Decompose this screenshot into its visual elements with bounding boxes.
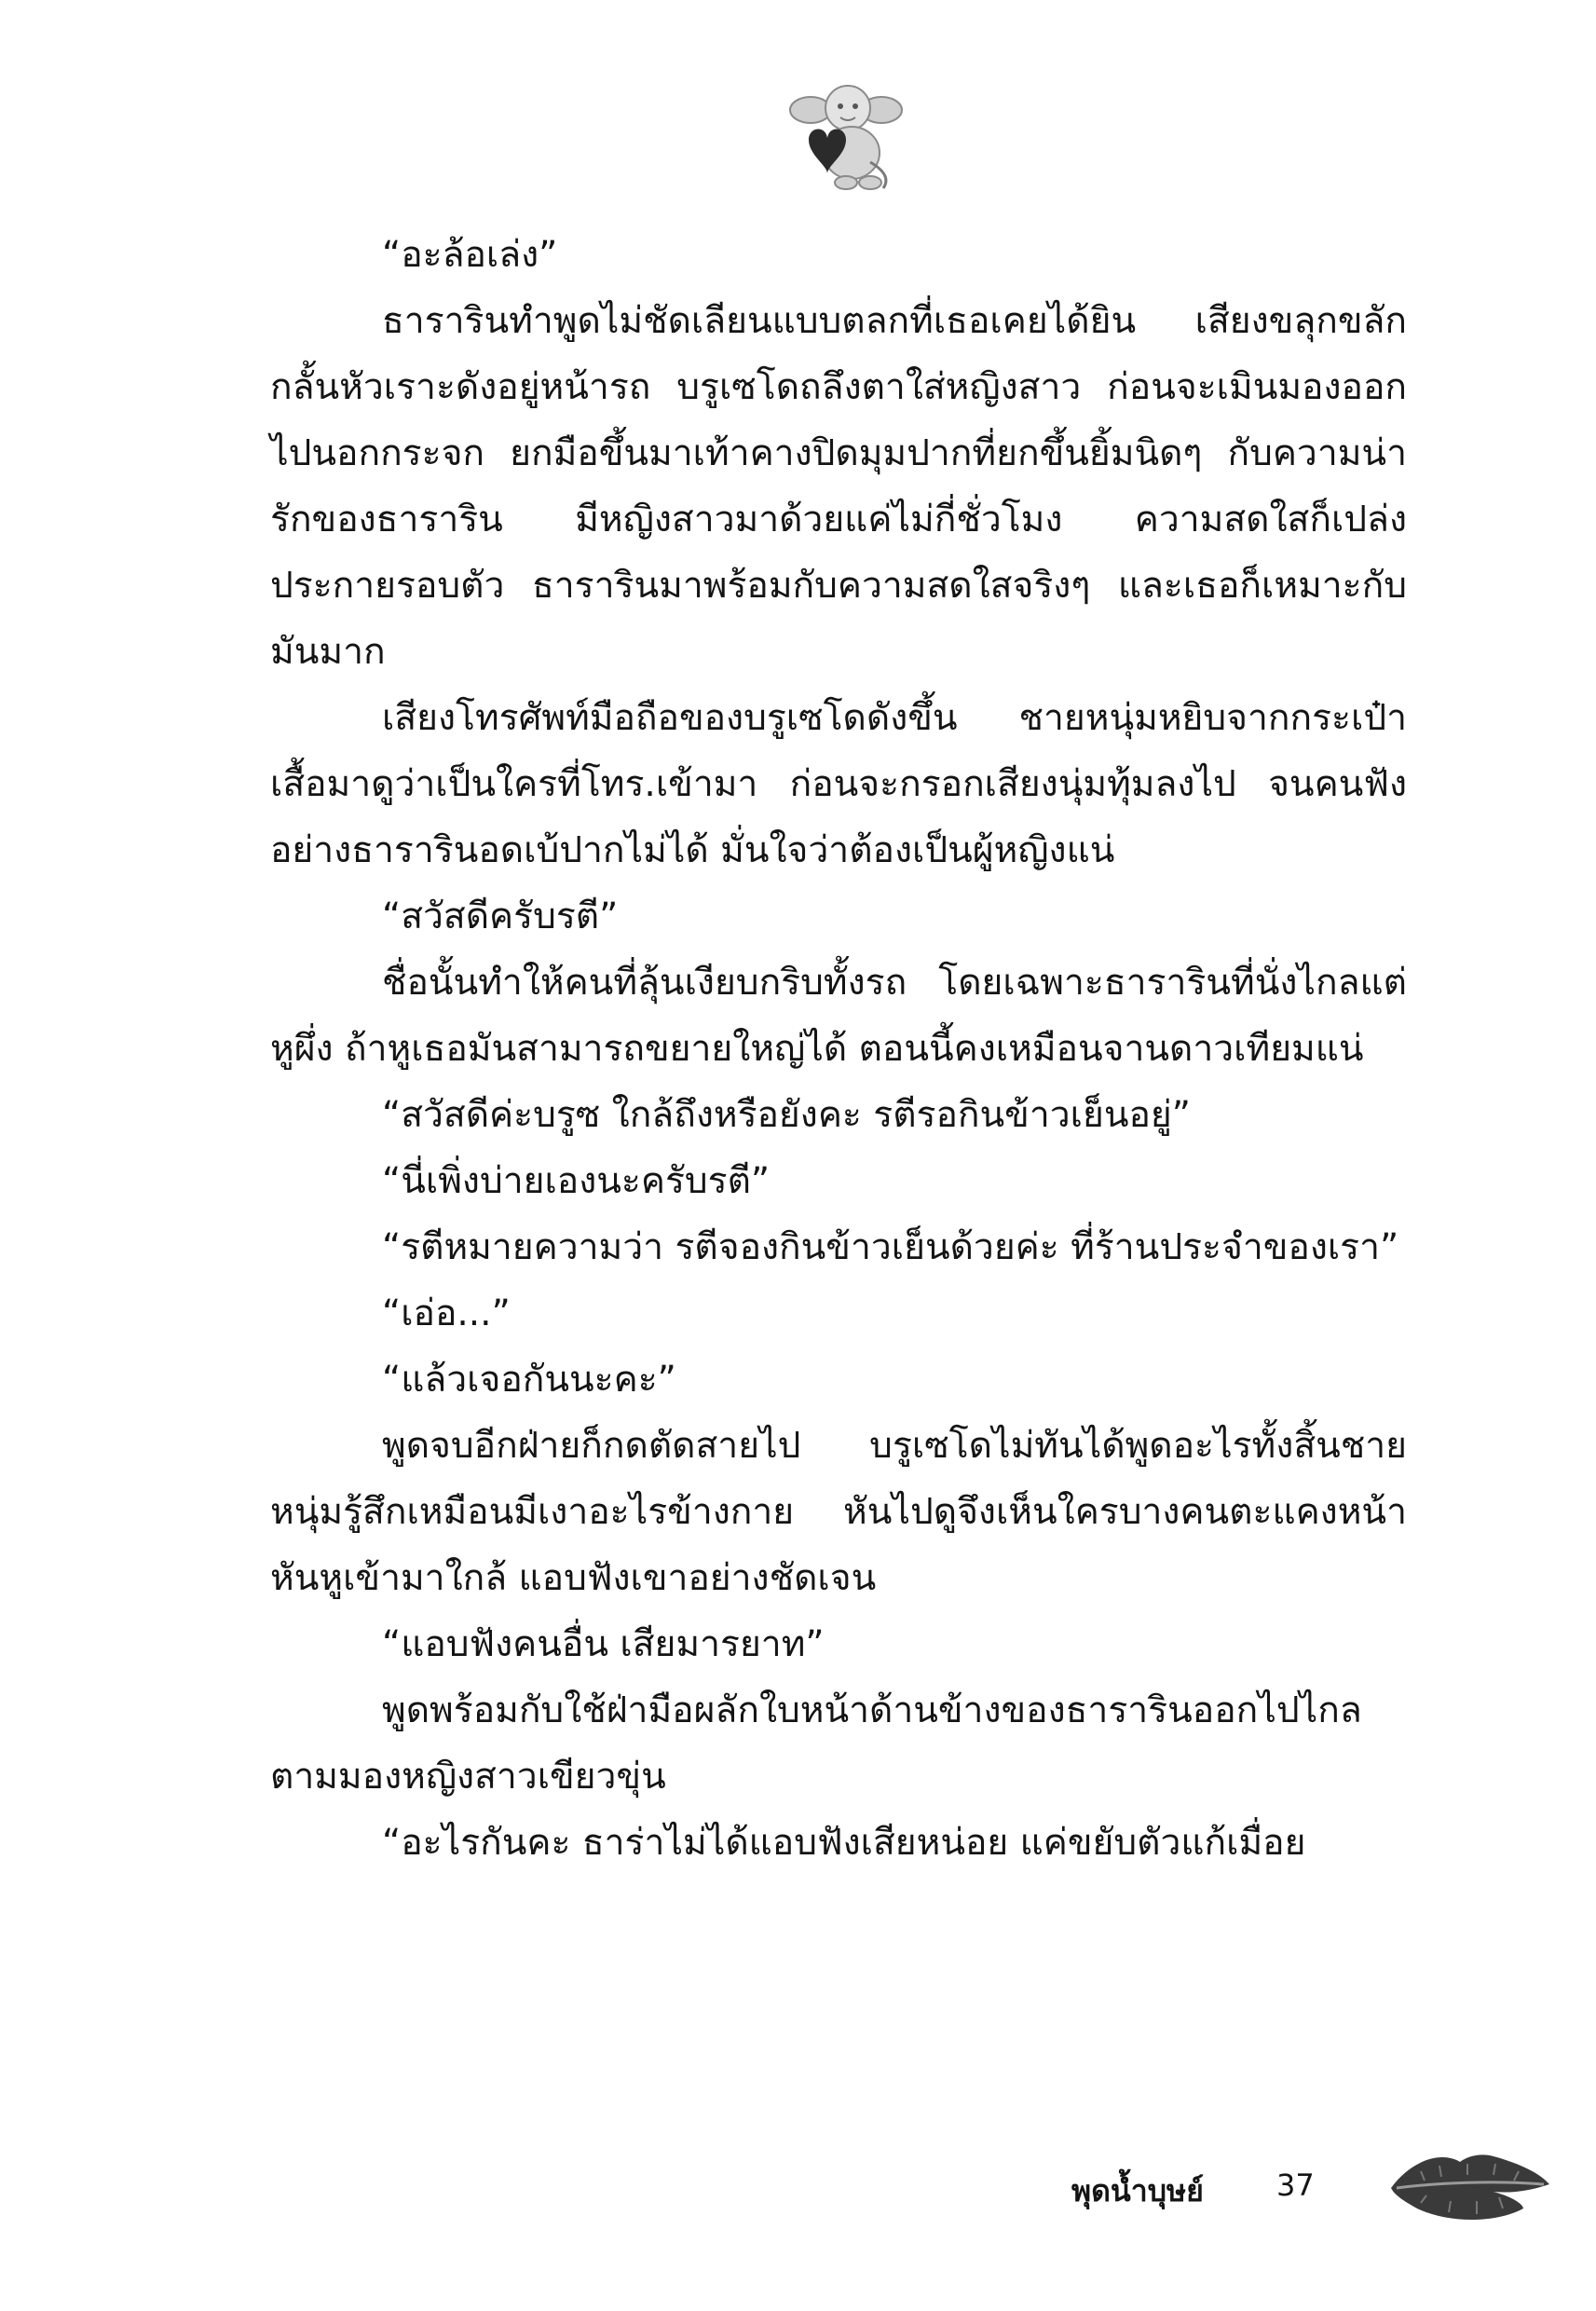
paragraph: “อะไร​กัน​คะ ธาร่า​ไม่​ได้​แอบ​ฟัง​เสีย​หน่อย แค่​ขยับ​ตัว​แก้​เมื่อย: [382, 1822, 1306, 1864]
paragraph: “นี่​เพิ่ง​บ่าย​เอง​นะ​ครับ​รตี”: [382, 1160, 771, 1202]
paragraph: พูด​จบ​อีก​ฝ่าย​ก็​กด​ตัด​สาย​ไป บรูเซโด​ไม่​ทัน​ได้​พูด​อะไร​ทั้ง​สิ้น​ชาย​หนุ่ม​รู้สึก​เหมือน​มี​เงา​อะไร​ข้าง​กาย หัน​ไป​ดู​จึง​เห็น​ใคร​บาง​คน​ตะแคง​หน้า​หัน​หู​เข้า​มา​ใกล้ แอบ​ฟัง​เขา​อย่าง​ชัด​เจน: [270, 1425, 1407, 1599]
body-text: [270, 222, 1407, 1876]
paragraph: “รตี​หมาย​ความ​ว่า รตี​จอง​กิน​ข้าว​เย็น​ด้วย​ค่ะ ที่​ร้าน​ประจำ​ของ​เรา”: [382, 1226, 1399, 1268]
paragraph: ชื่อ​นั้น​ทำ​ให้​คน​ที่​ลุ้น​เงียบ​กริบ​ทั้ง​รถ โดย​เฉพาะ​ธาราริน​ที่​นั่ง​ไกล​แต่​หู​ผึ่ง ถ้า​หู​เธอ​มัน​สามารถ​ขยาย​ใหญ่​ได้ ตอน​นี้​คง​เหมือน​จาน​ดาว​เทียม​แน่: [270, 962, 1407, 1070]
paragraph: “แล้ว​เจอ​กัน​นะ​คะ”: [382, 1359, 676, 1401]
lips-kiss-icon: [1384, 2143, 1556, 2227]
paragraph: “สวัสดี​ครับ​รตี”: [382, 896, 619, 937]
page-footer: [1071, 2143, 1556, 2227]
paragraph: เสียง​โทรศัพท์​มือ​ถือ​ของ​บรูเซโด​ดัง​ขึ้น ชาย​หนุ่ม​หยิบ​จาก​กระเป๋า​เสื้อ​มา​ดู​ว่า​เป็น​ใคร​ที่​โทร.เข้า​มา ก่อน​จะ​กรอก​เสียง​นุ่ม​ทุ้ม​ลง​ไป จน​คน​ฟัง​อย่าง​ธาราริน​อด​เบ้​ปาก​ไม่​ได้ มั่น​ใจ​ว่า​ต้อง​เป็น​ผู้​หญิง​แน่: [270, 697, 1407, 871]
paragraph: “เอ่อ...”: [382, 1292, 511, 1334]
paragraph: “อะล้อเล่ง”: [382, 234, 558, 276]
paragraph: ธาราริน​ทำ​พูด​ไม่​ชัด​เลียน​แบบ​ตลก​ที่​เธอ​เคย​ได้​ยิน เสียง​ขลุก​ขลัก​กลั้น​หัว​เราะ​ดัง​อยู่​หน้า​รถ บรูเซโด​ถลึง​ตา​ใส่​หญิง​สาว ก่อน​จะ​เมิน​มอง​ออก​ไป​นอก​กระจก ยก​มือ​ขึ้น​มา​เท้า​คาง​ปิด​มุม​ปาก​ที่​ยก​ขึ้น​ยิ้ม​นิดๆ กับ​ความ​น่า​รัก​ของ​ธาราริน มี​หญิง​สาว​มา​ด้วย​แค่​ไม่​กี่​ชั่ว​โมง ความ​สด​ใส​ก็​เปล่ง​ประกาย​รอบ​ตัว ธาราริน​มา​พร้อม​กับ​ความ​สด​ใส​จริงๆ และ​เธอ​ก็​เหมาะ​กับ​มัน​มาก: [270, 300, 1407, 673]
page-number: 37: [1276, 2167, 1315, 2203]
book-title: พุดน้ำบุษย์: [1071, 2173, 1204, 2208]
cupid-heart-icon: [781, 73, 911, 194]
paragraph: “แอบ​ฟัง​คน​อื่น เสีย​มารยาท”: [382, 1623, 825, 1665]
paragraph: พูด​พร้อม​กับ​ใช้​ฝ่า​มือ​ผลัก​ใบ​หน้า​ด้าน​ข้าง​ของ​ธาราริน​ออก​ไป​ไกล​ตาม​มอง​หญิง​สาว​เขียว​ขุ่น: [270, 1689, 1362, 1798]
paragraph: “สวัสดี​ค่ะ​บรูซ ใกล้​ถึง​หรือ​ยัง​คะ รตี​รอ​กิน​ข้าว​เย็น​อยู่”: [382, 1094, 1191, 1136]
